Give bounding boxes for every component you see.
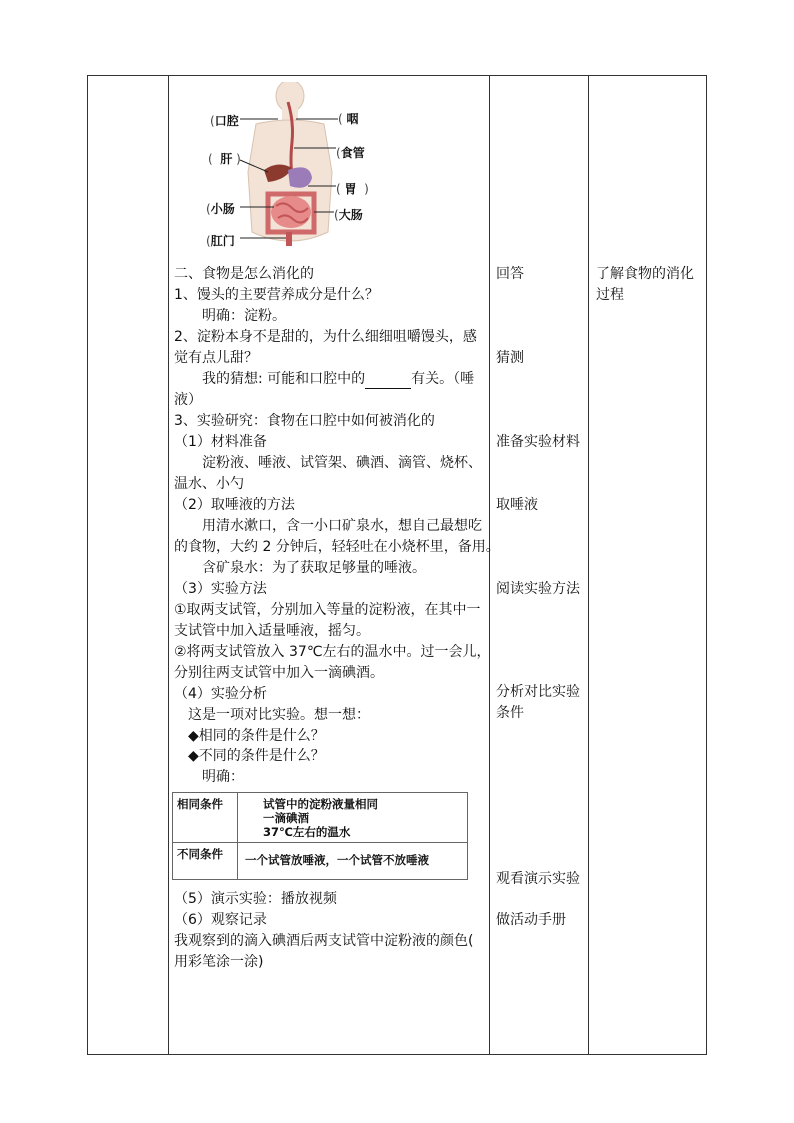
- step-4-title: （4）实验分析: [174, 686, 267, 702]
- step-2-line1: 用清水漱口，含一小口矿泉水，想自己最想吃: [202, 518, 482, 534]
- student-activity-handbook: 做活动手册: [496, 912, 566, 928]
- step-6-line2: 用彩笔涂一涂): [174, 954, 264, 970]
- step-4-bullet1: ◆相同的条件是什么？: [188, 728, 325, 744]
- lesson-table: [87, 75, 707, 1055]
- label-esophagus: (食管: [336, 146, 365, 160]
- goal-line1: 了解食物的消化: [596, 266, 694, 282]
- same-condition-item: 37℃左右的温水: [263, 825, 351, 839]
- student-activity-read: 阅读实验方法: [496, 581, 580, 597]
- step-5: （5）演示实验：播放视频: [174, 891, 337, 907]
- step-6-title: （6）观察记录: [174, 912, 267, 928]
- different-condition-item: 一个试管放唾液，一个试管不放唾液: [245, 853, 429, 867]
- same-conditions-label: 相同条件: [177, 797, 223, 811]
- student-activity-analyze-line1: 分析对比实验: [496, 684, 580, 700]
- body-figure-image: [168, 82, 408, 252]
- conditions-table-divider: [237, 793, 238, 879]
- student-activity-analyze-line2: 条件: [496, 705, 524, 721]
- guess-line2: 液）: [174, 392, 202, 408]
- question-3: 3、实验研究：食物在口腔中如何被消化的: [174, 413, 435, 429]
- step-3-line2: 支试管中加入适量唾液，摇匀。: [174, 623, 370, 639]
- step-1-title: （1）材料准备: [174, 434, 267, 450]
- conditions-table: [172, 792, 468, 880]
- digestive-system-diagram: [168, 82, 408, 252]
- step-3-title: （3）实验方法: [174, 581, 267, 597]
- different-conditions-label: 不同条件: [177, 847, 223, 861]
- step-3-line1: ①取两支试管，分别加入等量的淀粉液，在其中一: [174, 602, 481, 618]
- step-1-line1: 淀粉液、唾液、试管架、碘酒、滴管、烧杯、: [202, 455, 482, 471]
- step-4-line1: 这是一项对比实验。想一想：: [188, 707, 370, 723]
- step-2-line3: 含矿泉水：为了获取足够量的唾液。: [202, 560, 426, 576]
- question-1: 1、馒头的主要营养成分是什么？: [174, 287, 379, 303]
- goal-line2: 过程: [596, 287, 624, 303]
- fill-blank: [365, 374, 411, 389]
- student-activity-watch: 观看演示实验: [496, 871, 580, 887]
- section-title: 二、食物是怎么消化的: [174, 266, 314, 282]
- step-2-title: （2）取唾液的方法: [174, 497, 295, 513]
- label-large-intestine: (大肠: [334, 208, 363, 222]
- step-3-line3: ②将两支试管放入 37℃左右的温水中。过一会儿，: [174, 644, 491, 660]
- label-pharynx: ( 咽: [338, 112, 359, 126]
- column-divider: [588, 76, 589, 1054]
- label-anus: (肛门: [206, 234, 235, 248]
- step-1-line2: 温水、小勺: [174, 476, 244, 492]
- conditions-table-row-divider: [173, 842, 467, 843]
- column-divider: [489, 76, 490, 1054]
- label-mouth: (口腔: [210, 114, 239, 128]
- student-activity-guess: 猜测: [496, 350, 524, 366]
- step-2-line2: 的食物，大约 2 分钟后，轻轻吐在小烧杯里，备用。: [174, 539, 500, 555]
- student-activity-saliva: 取唾液: [496, 497, 538, 513]
- label-stomach: ( 胃 ): [336, 182, 369, 196]
- answer-1: 明确：淀粉。: [202, 308, 286, 324]
- same-condition-item: 一滴碘酒: [263, 811, 309, 825]
- question-2-line1: 2、淀粉本身不是甜的，为什么细细咀嚼馒头，感: [174, 329, 477, 345]
- label-small-intestine: (小肠: [206, 202, 235, 216]
- step-4-bullet2: ◆不同的条件是什么？: [188, 748, 325, 764]
- same-condition-item: 试管中的淀粉液量相同: [263, 797, 378, 811]
- guess-line: 我的猜想: 可能和口腔中的 有关。（唾: [202, 371, 475, 387]
- student-activity-prepare: 准备实验材料: [496, 434, 580, 450]
- label-liver: ( 肝 ): [208, 152, 241, 166]
- step-4-clarify: 明确：: [202, 769, 244, 785]
- step-6-line1: 我观察到的滴入碘酒后两支试管中淀粉液的颜色(: [174, 933, 474, 949]
- step-3-line4: 分别往两支试管中加入一滴碘酒。: [174, 665, 384, 681]
- student-activity-answer: 回答: [496, 266, 524, 282]
- question-2-line2: 觉有点儿甜？: [174, 350, 258, 366]
